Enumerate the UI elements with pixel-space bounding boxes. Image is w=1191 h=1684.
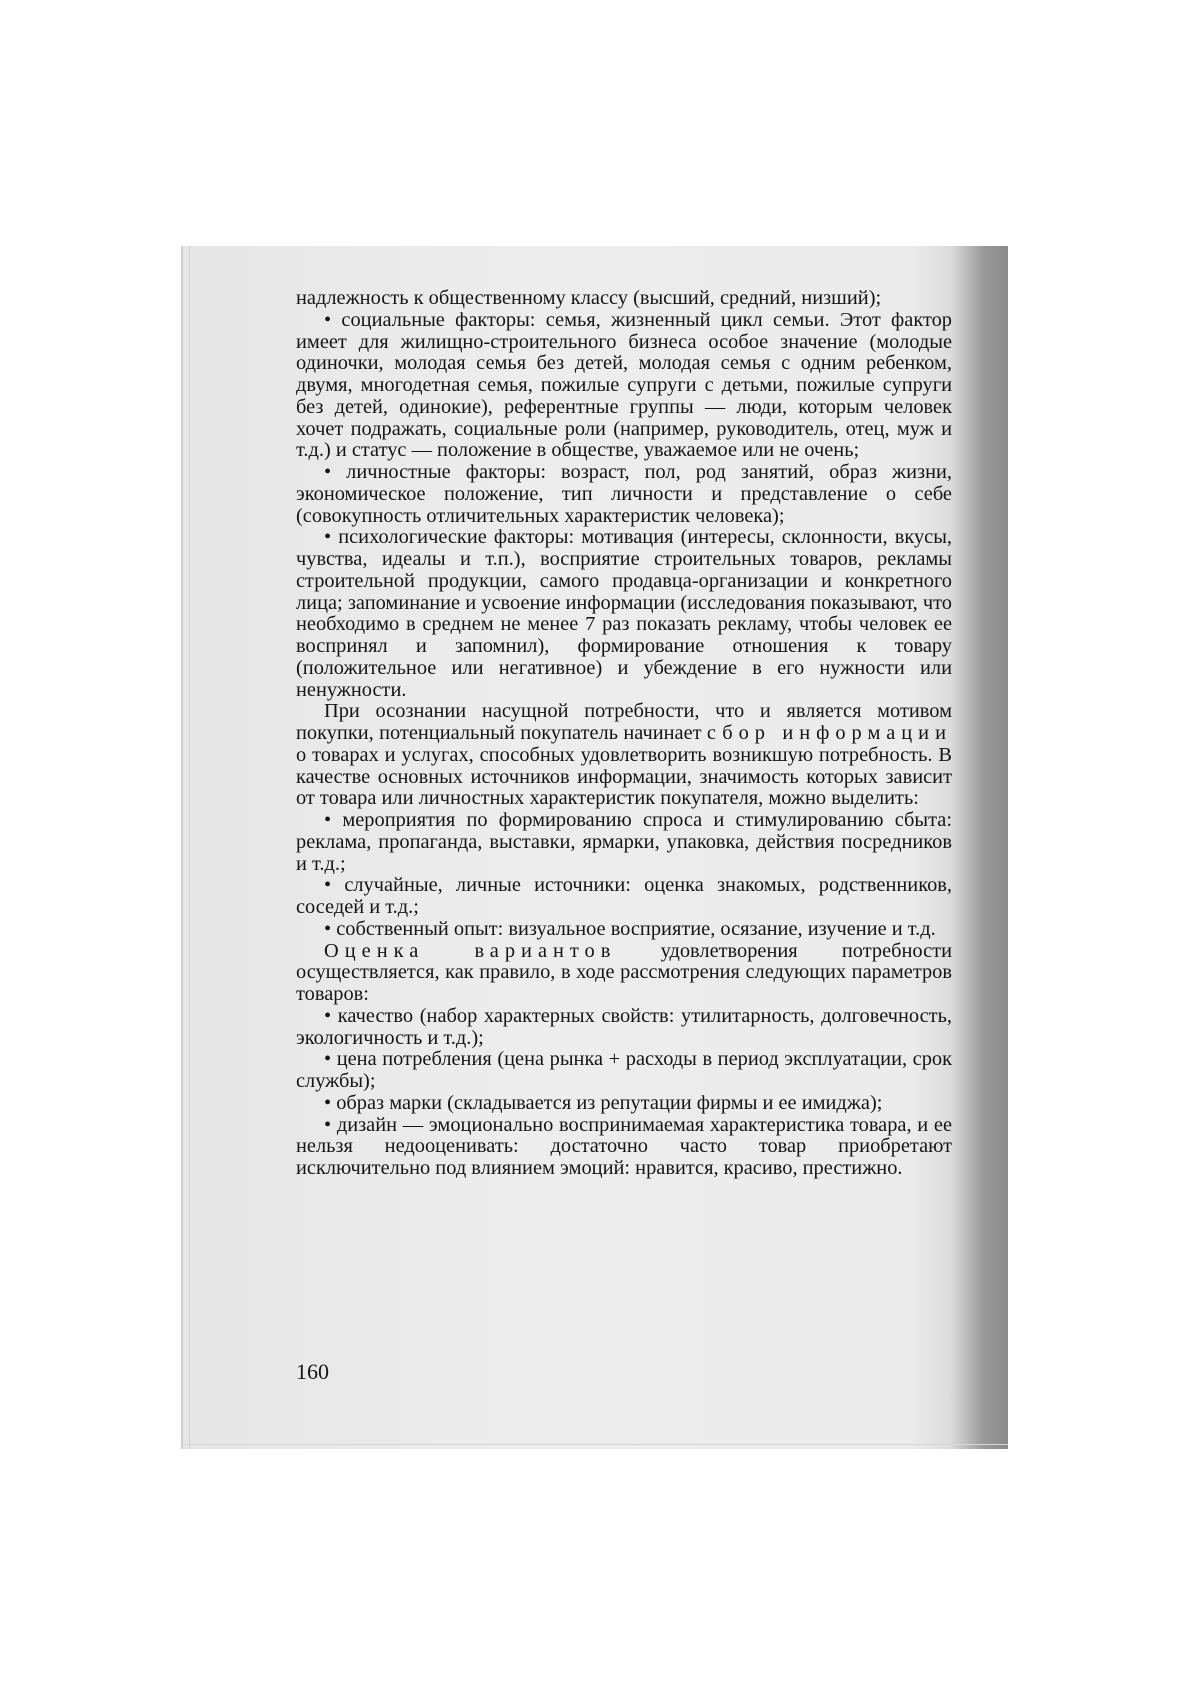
- spaced-emphasis-text: сбор информации: [706, 722, 952, 744]
- paragraph-p3: [296, 462, 952, 527]
- paragraph-p13: [296, 1115, 952, 1180]
- paragraph-p4: [296, 527, 952, 701]
- paragraph-text: • собственный опыт: визуальное восприятие, осязание, изучение и т.д.: [324, 917, 936, 940]
- book-page: [181, 246, 1008, 1449]
- paragraph-p5: [296, 701, 952, 810]
- paragraph-text: о товарах и услугах, способных удовлетворить возникшую потребность. В качестве основных источников информации, значимость которых зависит от товара или личностных характеристик покупателя, можно выделить:: [296, 743, 952, 810]
- paragraph-text: • цена потребления (цена рынка + расходы в период эксплуатации, срок службы);: [296, 1048, 952, 1092]
- paragraph-p6: [296, 810, 952, 875]
- paragraph-p12: [296, 1093, 952, 1115]
- paragraph-p8: [296, 919, 952, 941]
- paragraph-p2: [296, 310, 952, 462]
- paragraph-text: надлежность к общественному классу (высший, средний, низший);: [296, 287, 882, 309]
- paragraph-p7: [296, 875, 952, 919]
- paragraph-p10: [296, 1006, 952, 1050]
- body-text: [296, 288, 952, 1180]
- page-number: 160: [296, 1359, 329, 1384]
- paragraph-text: • психологические факторы: мотивация (интересы, склонности, вкусы, чувства, идеалы и т.п.), восприятие строительных товаров, рекламы строительной продукции, самого продавца-организации и конкретного лица; запоминание и усвоение информации (исследования показывают, что необходимо в среднем не менее 7 раз показать рекламу, чтобы человек ее воспринял и запомнил), формирование отношения к товару (положительное или негативное) и убеждение в его нужности или ненужности.: [296, 526, 952, 701]
- paragraph-text: При осознании насущной потребности, что и является мотивом покупки, потенциальный покупатель начинает: [296, 700, 952, 744]
- paragraph-p1: [296, 288, 952, 310]
- paragraph-text: • мероприятия по формированию спроса и стимулированию сбыта: реклама, пропаганда, выставки, ярмарки, упаковка, действия посредников и т.д.;: [296, 809, 952, 875]
- paragraph-p11: [296, 1049, 952, 1093]
- paragraph-text: удовлетворения потребности осуществляется, как правило, в ходе рассмотрения следующих параметров товаров:: [296, 939, 952, 1005]
- paragraph-text: • образ марки (складывается из репутации фирмы и ее имиджа);: [324, 1091, 883, 1114]
- spaced-emphasis-text: Оценка вариантов: [324, 939, 617, 962]
- paragraph-p9: [296, 941, 952, 1006]
- paragraph-text: • случайные, личные источники: оценка знакомых, родственников, соседей и т.д.;: [296, 874, 952, 918]
- paragraph-text: • дизайн — эмоционально воспринимаемая характеристика товара, и ее нельзя недооценивать: достаточно часто товар приобретают исключительно под влиянием эмоций: нравится, красиво, престижно.: [296, 1113, 952, 1179]
- paragraph-text: • качество (набор характерных свойств: утилитарность, долговечность, экологичность и т.д.);: [296, 1004, 952, 1049]
- paragraph-text: • личностные факторы: возраст, пол, род занятий, образ жизни, экономическое положение, тип личности и представление о себе (совокупность отличительных характеристик человека);: [296, 461, 952, 527]
- paragraph-text: • социальные факторы: семья, жизненный цикл семьи. Этот фактор имеет для жилищно-строительного бизнеса особое значение (молодые одиночки, молодая семья без детей, молодая семья с одним ребенком, двумя, многодетная семья, пожилые супруги с детьми, пожилые супруги без детей, одинокие), референтные группы — люди, которым человек хочет подражать, социальные роли (например, руководитель, отец, муж и т.д.) и статус — положение в обществе, уважаемое или не очень;: [296, 308, 952, 462]
